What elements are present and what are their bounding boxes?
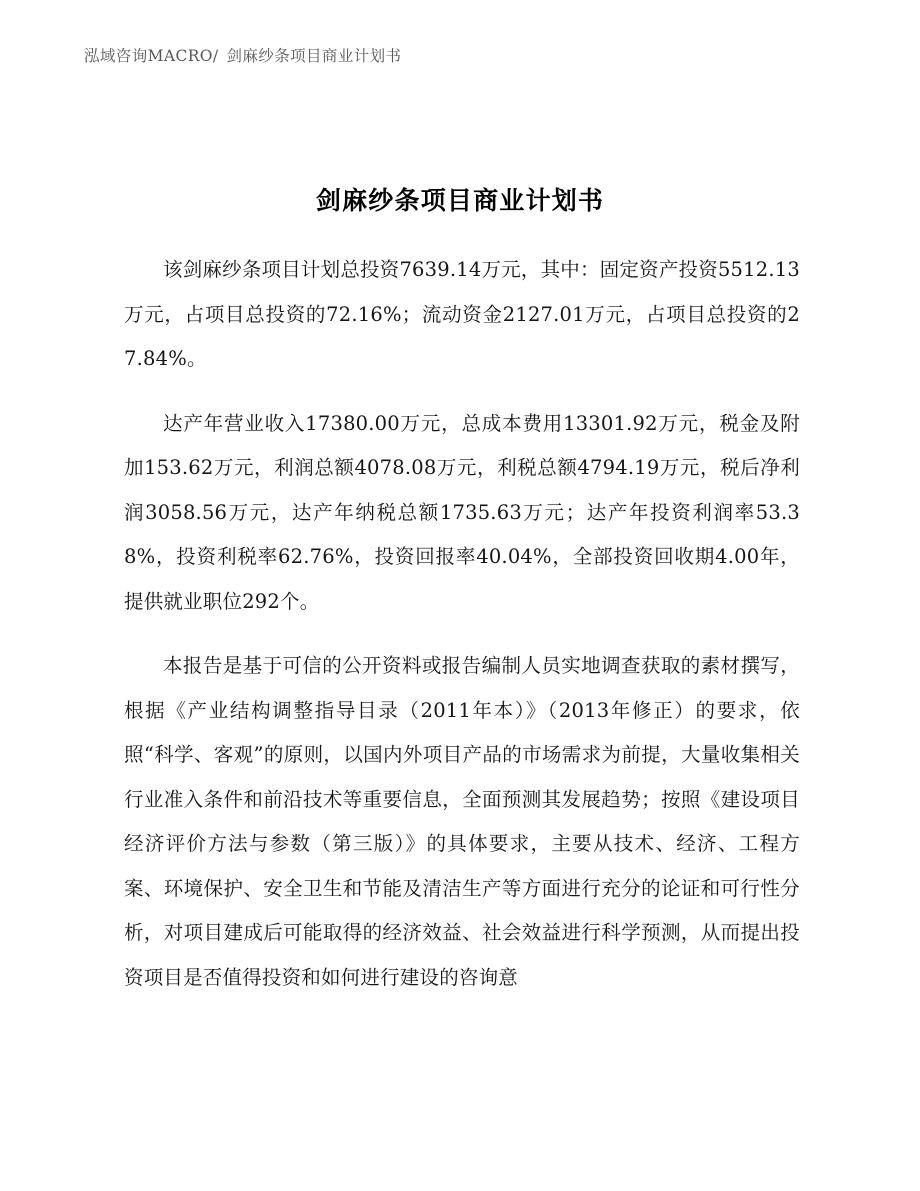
page-title: 剑麻纱条项目商业计划书 bbox=[315, 185, 605, 215]
paragraph-investment-summary: 该剑麻纱条项目计划总投资7639.14万元，其中：固定资产投资5512.13万元，占项目总投资的72.16%；流动资金2127.01万元，占项目总投资的27.84%。 bbox=[124, 258, 800, 370]
paragraph-operating-results: 达产年营业收入17380.00万元，总成本费用13301.92万元，税金及附加153.62万元，利润总额4078.08万元，利税总额4794.19万元，税后净利润3058.56万元，达产年纳税总额1735.63万元；达产年投资利润率53.38%，投资利税率62.76%，投资回报率40.04%，全部投资回收期4.00年，提供就业职位292个。 bbox=[124, 411, 800, 613]
page-header bbox=[84, 44, 836, 68]
document-body bbox=[124, 248, 800, 1000]
header-brand: 泓域咨询MACRO/ bbox=[84, 47, 219, 65]
header-document-name: 剑麻纱条项目商业计划书 bbox=[226, 47, 402, 65]
paragraph-report-basis: 本报告是基于可信的公开资料或报告编制人员实地调查获取的素材撰写，根据《产业结构调整指导目录（2011年本）》（2013年修正）的要求，依照“科学、客观”的原则，以国内外项目产品的市场需求为前提，大量收集相关行业准入条件和前沿技术等重要信息，全面预测其发展趋势；按照《建设项目经济评价方法与参数（第三版）》的具体要求，主要从技术、经济、工程方案、环境保护、安全卫生和节能及清洁生产等方面进行充分的论证和可行性分析，对项目建成后可能取得的经济效益、社会效益进行科学预测，从而提出投资项目是否值得投资和如何进行建设的咨询意 bbox=[124, 654, 800, 989]
